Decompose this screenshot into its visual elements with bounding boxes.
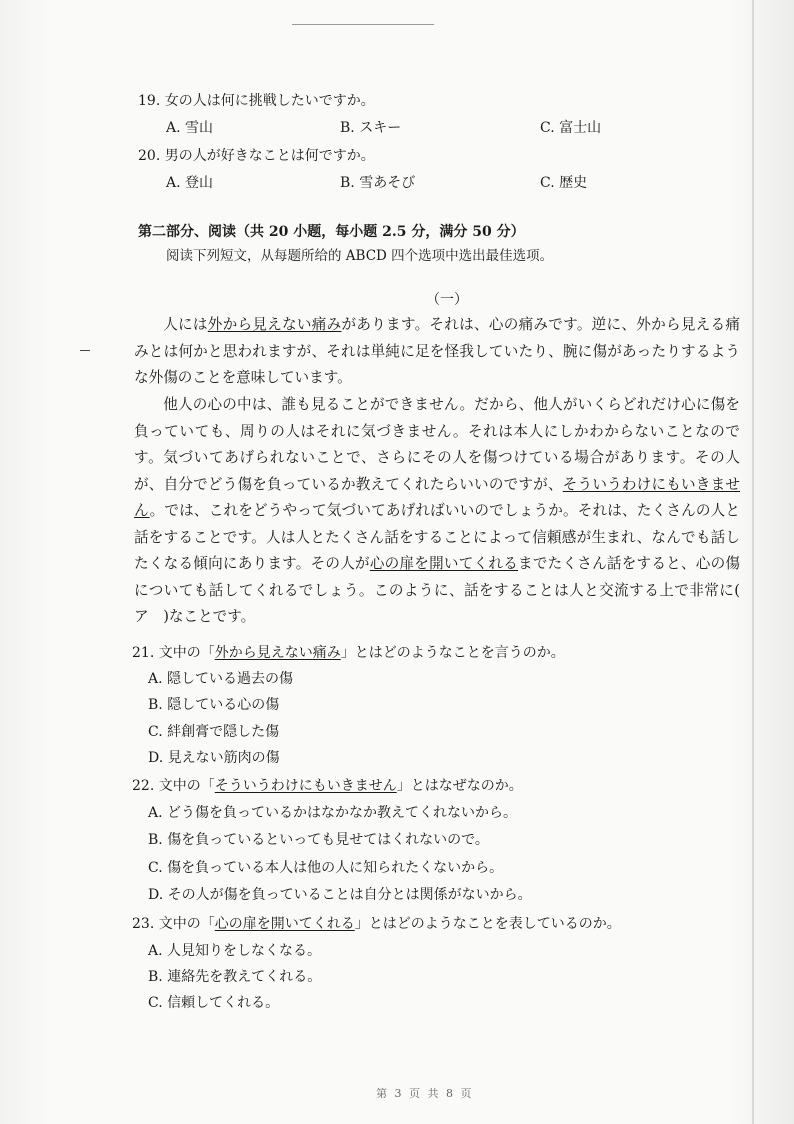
q23-option-c: C. 信頼してくれる。 <box>148 995 280 1011</box>
underline-open-heart: 心の扉を開いてくれる <box>369 555 518 572</box>
q22-option-a: A. どう傷を負っているかはなかなか教えてくれないから。 <box>148 805 518 821</box>
section-title: 第二部分、阅读（共 20 小题，每小题 2.5 分，满分 50 分） <box>138 224 525 240</box>
q23-option-a: A. 人見知りをしなくなる。 <box>148 943 322 959</box>
q21-option-c: C. 絆創膏で隠した傷 <box>148 724 280 740</box>
q23-option-b: B. 連絡先を教えてくれる。 <box>148 969 322 985</box>
top-rule <box>292 24 434 25</box>
section-instruction: 阅读下列短文，从每题所给的 ABCD 四个选项中选出最佳选项。 <box>166 248 554 264</box>
page-footer: 第 3 页 共 8 页 <box>376 1087 474 1100</box>
q19-option-a: A. 雪山 <box>166 120 214 136</box>
q20-option-a: A. 登山 <box>166 175 214 191</box>
q21-option-a: A. 隠している過去の傷 <box>148 671 294 687</box>
q21-option-b: B. 隠している心の傷 <box>148 697 280 713</box>
q20-option-c: C. 歴史 <box>540 175 588 191</box>
margin-mark <box>80 350 90 351</box>
q19-stem: 19. 女の人は何に挑戦したいですか。 <box>138 93 375 109</box>
q21-stem: 21. 文中の「外から見えない痛み」とはどのようなことを言うのか。 <box>132 645 565 661</box>
underline-outside-pain: 外から見えない痛み <box>207 316 342 333</box>
passage-label: （一） <box>426 292 468 308</box>
underline-cannot: そういうわけにもいきません <box>134 475 740 519</box>
passage-paragraph-1: 人には外から見えない痛みがあります。それは、心の痛みです。逆に、外から見える痛みとは何かと思われますが、それは単純に足を怪我していたり、腕に傷があったりするような外傷のことを意味しています。 <box>134 316 740 386</box>
q21-option-d: D. 見えない筋肉の傷 <box>148 750 280 766</box>
q20-stem: 20. 男の人が好きなことは何ですか。 <box>138 148 375 164</box>
q19-option-b: B. スキー <box>340 120 402 136</box>
q22-option-c: C. 傷を負っている本人は他の人に知られたくないから。 <box>148 860 504 876</box>
q23-stem: 23. 文中の「心の扉を開いてくれる」とはどのようなことを表しているのか。 <box>132 916 621 932</box>
q20-option-b: B. 雪あそび <box>340 175 416 191</box>
q19-option-c: C. 富士山 <box>540 120 602 136</box>
q22-option-d: D. その人が傷を負っていることは自分とは関係がないから。 <box>148 887 532 903</box>
q22-stem: 22. 文中の「そういうわけにもいきません」とはなぜなのか。 <box>132 778 523 794</box>
passage-paragraph-2: 他人の心の中は、誰も見ることができません。だから、他人がいくらどれだけ心に傷を負っていても、周りの人はそれに気づきません。それは本人にしかわからないことなのです。気づいてあげられないことで、さらにその人を傷つけている場合があります。その人が、自分でどう傷を負っているか教えてくれたらいいのですが、そういうわけにもいきません。では、これをどうやって気づいてあげればいいのでしょうか。それは、たくさんの人と話をすることです。人は人とたくさん話をすることによって信頼感が生まれ、なんでも話したくなる傾向にあります。その人が心の扉を開いてくれるまでたくさん話をすると、心の傷についても話してくれるでしょう。このように、話をすることは人と交流する上で非常に( ア )なことです。 <box>134 396 755 625</box>
page-edge <box>752 0 754 1124</box>
q22-option-b: B. 傷を負っているといっても見せてはくれないので。 <box>148 832 489 848</box>
